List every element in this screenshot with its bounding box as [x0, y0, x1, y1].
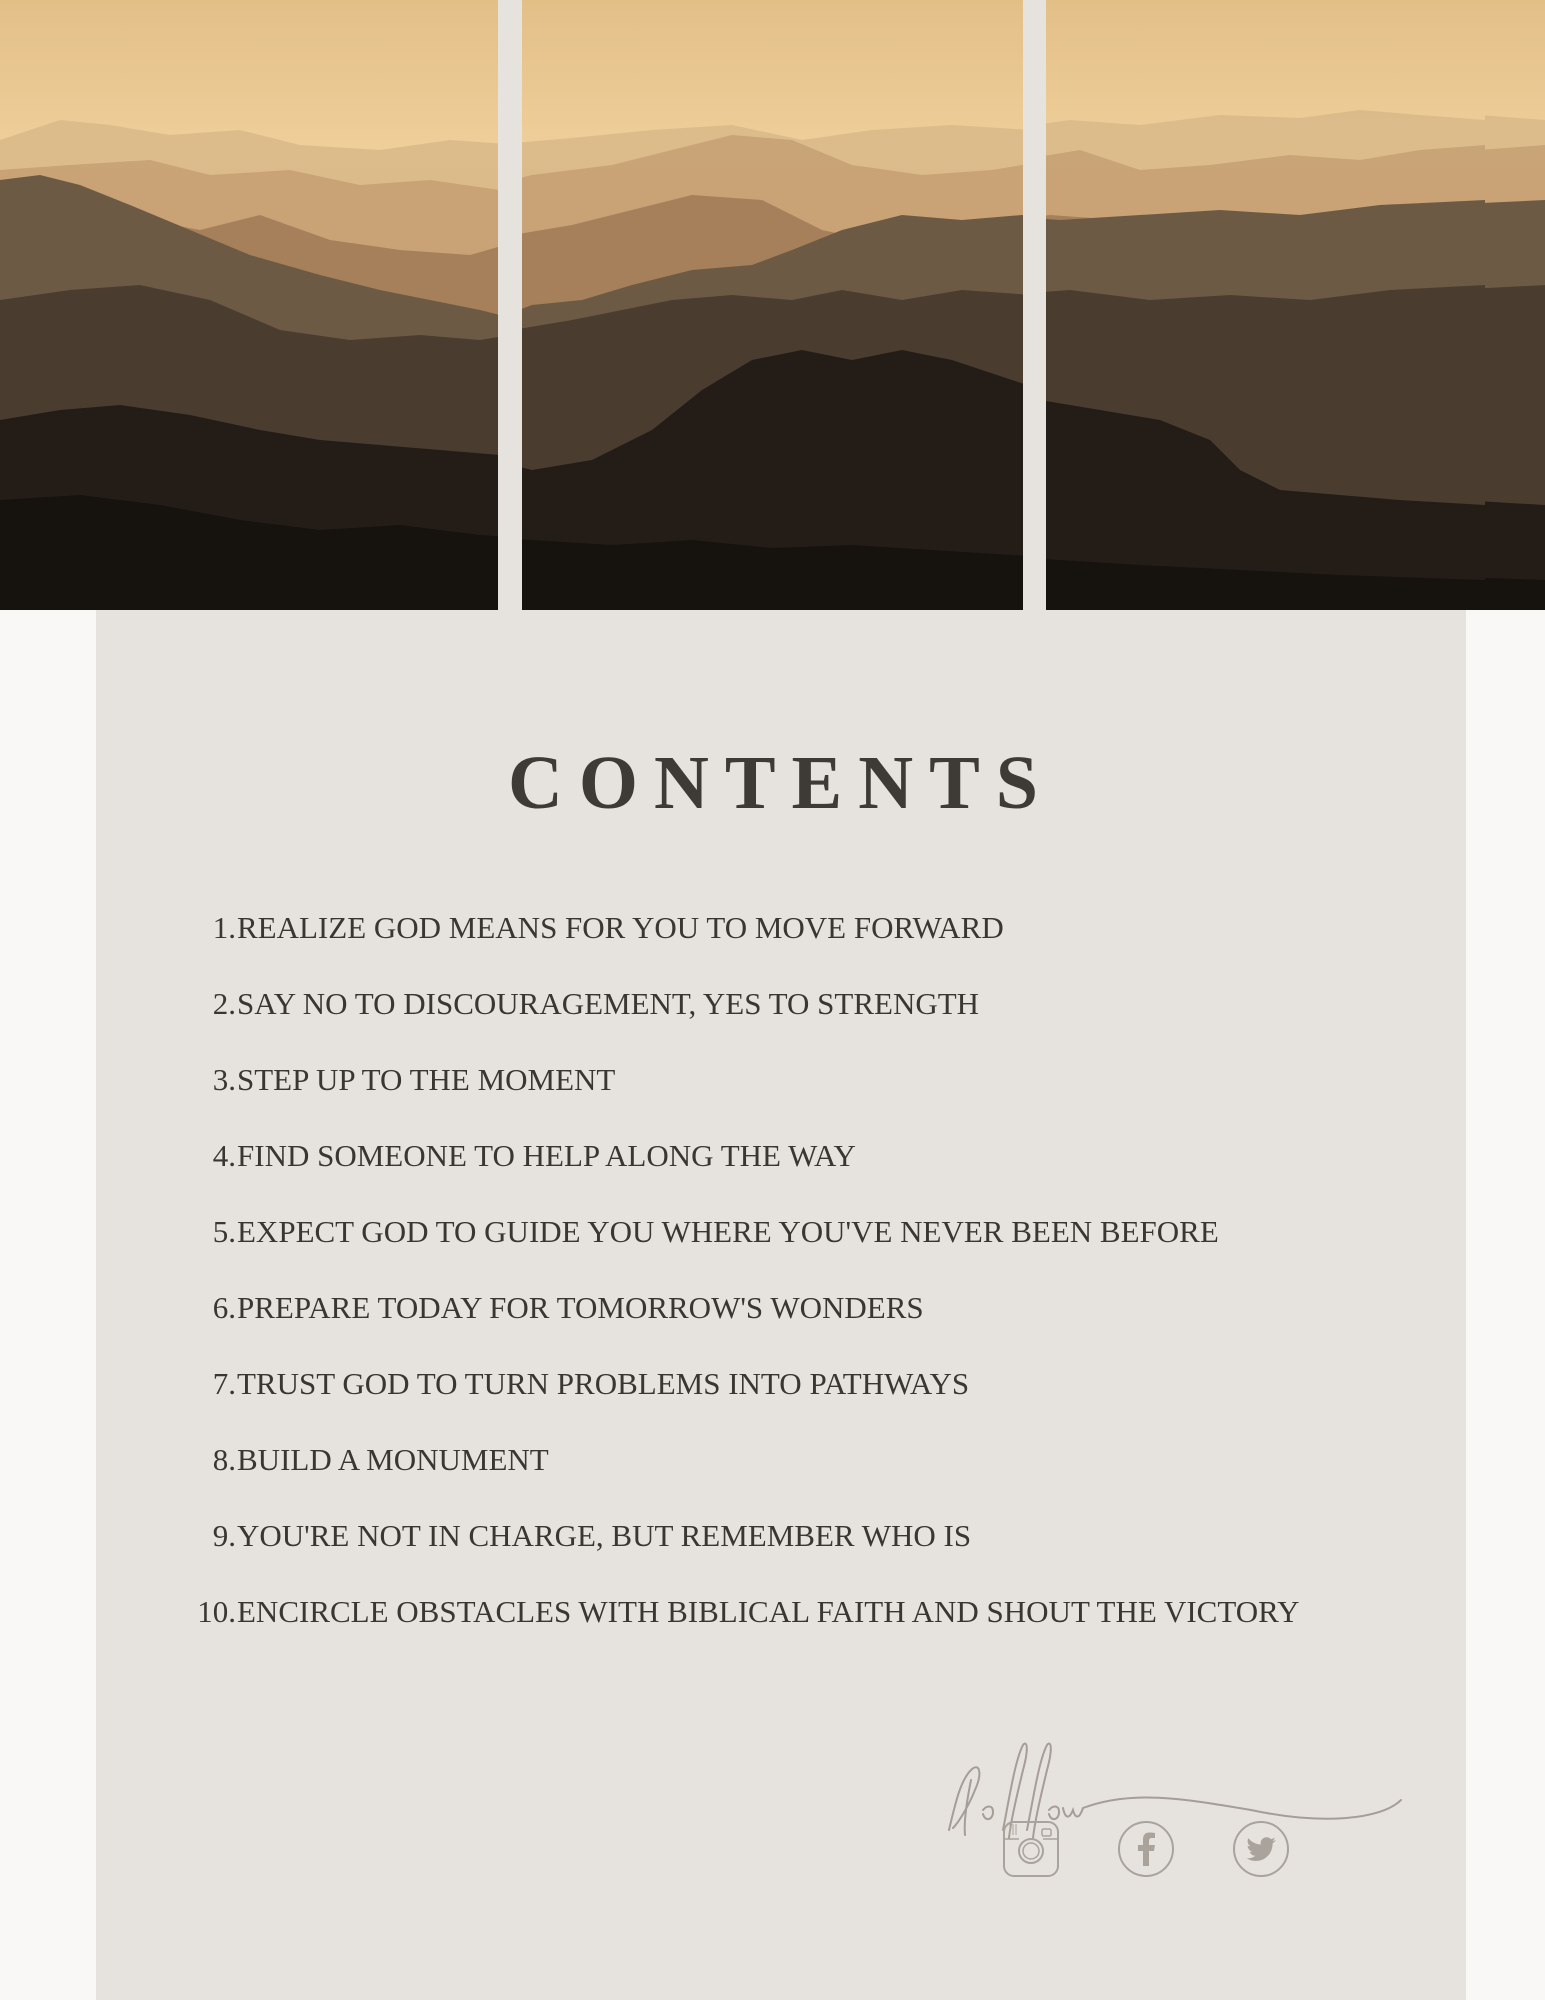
- contents-item-number: 10.: [197, 1594, 236, 1629]
- contents-item-text: FIND SOMEONE TO HELP ALONG THE WAY: [237, 1138, 856, 1173]
- contents-item-number: 7.: [212, 1366, 236, 1401]
- contents-item-text: SAY NO TO DISCOURAGEMENT, YES TO STRENGTH: [237, 986, 980, 1021]
- contents-item-number: 1.: [212, 910, 236, 945]
- contents-item-text: REALIZE GOD MEANS FOR YOU TO MOVE FORWARD: [237, 910, 1004, 945]
- contents-panel: [96, 610, 1466, 2000]
- facebook-icon[interactable]: [1117, 1820, 1175, 1878]
- twitter-icon[interactable]: [1232, 1820, 1290, 1878]
- contents-title: CONTENTS: [507, 741, 1055, 825]
- contents-item-text: STEP UP TO THE MOMENT: [237, 1062, 616, 1097]
- contents-item-text: BUILD A MONUMENT: [237, 1442, 549, 1477]
- contents-item-number: 9.: [212, 1518, 236, 1553]
- contents-item-number: 4.: [212, 1138, 236, 1173]
- contents-item-number: 8.: [212, 1442, 236, 1477]
- mountain-landscape-triptych: [0, 0, 1545, 610]
- contents-item-text: PREPARE TODAY FOR TOMORROW'S WONDERS: [237, 1290, 924, 1325]
- contents-item-number: 2.: [212, 986, 236, 1021]
- contents-item-text: TRUST GOD TO TURN PROBLEMS INTO PATHWAYS: [237, 1366, 970, 1401]
- contents-item-number: 5.: [212, 1214, 236, 1249]
- contents-item-number: 6.: [212, 1290, 236, 1325]
- contents-item-text: YOU'RE NOT IN CHARGE, BUT REMEMBER WHO IS: [237, 1518, 972, 1553]
- contents-item-text: ENCIRCLE OBSTACLES WITH BIBLICAL FAITH AND SHOUT THE VICTORY: [237, 1594, 1300, 1629]
- hero-image-strip: [0, 0, 1545, 610]
- instagram-icon[interactable]: [1002, 1820, 1060, 1878]
- contents-item-number: 3.: [212, 1062, 236, 1097]
- contents-item-text: EXPECT GOD TO GUIDE YOU WHERE YOU'VE NEVER BEEN BEFORE: [237, 1214, 1219, 1249]
